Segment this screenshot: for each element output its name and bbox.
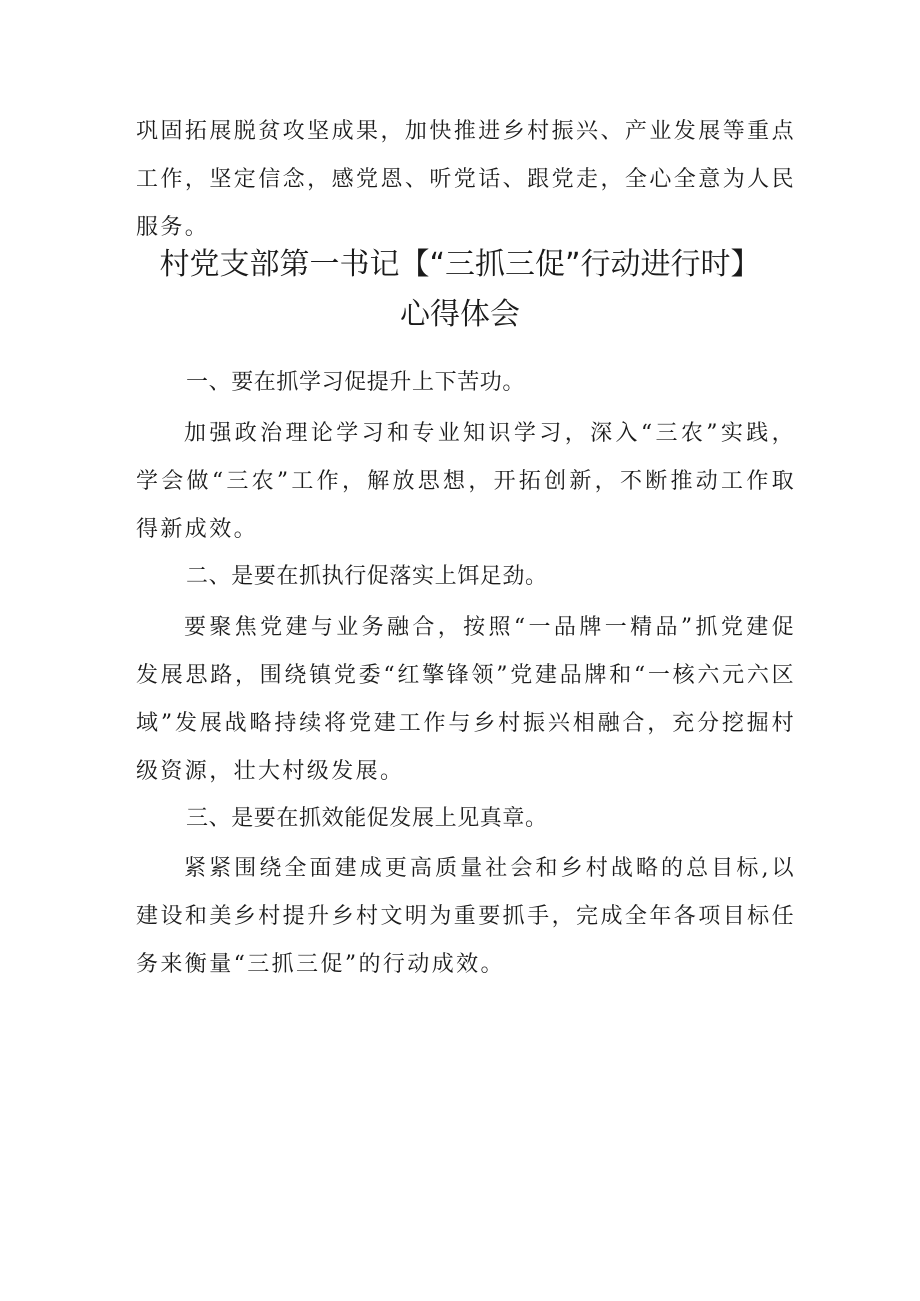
- document-title: [100, 240, 820, 340]
- section-body-1: 加强政治理论学习和专业知识学习，深入“三农”实践，学会做“三农”工作，解放思想，开拓创新，不断推动工作取得新成效。: [136, 421, 796, 542]
- title-line-2: 心得体会: [400, 297, 520, 332]
- section-body-2: 要聚焦党建与业务融合，按照“一品牌一精品”抓党建促发展思路，围绕镇党委“红擎锋领”党建品牌和“一核六元六区域”发展战略持续将党建工作与乡村振兴相融合，充分挖掘村级资源，壮大村级发展。: [136, 615, 796, 784]
- section-heading-1: 一、要在抓学习促提升上下苦功。: [186, 370, 526, 395]
- continued-paragraph: 巩固拓展脱贫攻坚成果，加快推进乡村振兴、产业发展等重点工作，坚定信念，感党恩、听党话、跟党走，全心全意为人民服务。: [136, 119, 796, 240]
- title-line-1: 村党支部第一书记【“三抓三促”行动进行时】: [159, 247, 761, 282]
- section-body-3: 紧紧围绕全面建成更高质量社会和乡村战略的总目标,以建设和美乡村提升乡村文明为重要抓手，完成全年各项目标任务来衡量“三抓三促”的行动成效。: [136, 856, 796, 977]
- section-heading-2: 二、是要在抓执行促落实上饵足劲。: [186, 564, 548, 589]
- section-heading-3: 三、是要在抓效能促发展上见真章。: [186, 806, 548, 831]
